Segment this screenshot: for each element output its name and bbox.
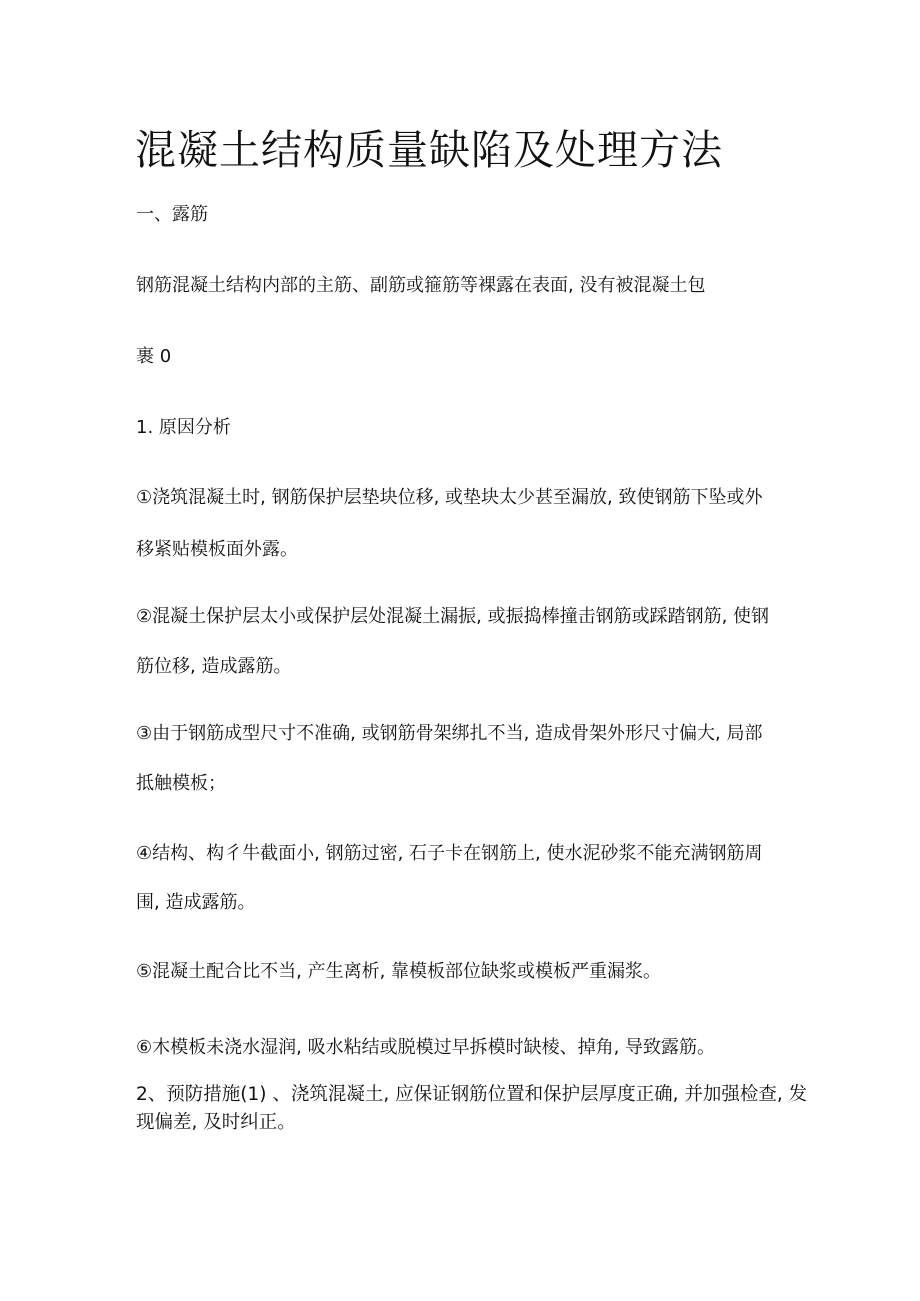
cause-4-line-1: ④结构、构彳牛截面小, 钢筋过密, 石子卡在钢筋上, 使水泥砂浆不能充满钢筋周: [136, 843, 763, 864]
prevention-line-2: 现偏差, 及时纠正。: [136, 1112, 296, 1133]
cause-1-line-1: ①浇筑混凝土时, 钢筋保护层垫块位移, 或垫块太少甚至漏放, 致使钢筋下坠或外: [136, 487, 763, 508]
prevention-line-1: 2、预防措施(1) 、浇筑混凝土, 应保证钢筋位置和保护层厚度正确, 并加强检查, 发: [136, 1084, 808, 1105]
cause-4-line-2: 围, 造成露筋。: [136, 892, 256, 913]
cause-1-line-2: 移紧贴模板面外露。: [136, 539, 298, 560]
cause-2-line-1: ②混凝土保护层太小或保护层处混凝土漏振, 或振捣棒撞击钢筋或踩踏钢筋, 使钢: [136, 606, 770, 627]
document-title: 混凝土结构质量缺陷及处理方法: [135, 126, 723, 174]
cause-analysis-heading: 1. 原因分析: [136, 417, 231, 438]
cause-2-line-2: 筋位移, 造成露筋。: [136, 656, 292, 677]
cause-6-line-1: ⑥木模板未浇水湿润, 吸水粘结或脱模过早拆模时缺棱、掉角, 导致露筋。: [136, 1037, 716, 1058]
section-heading-exposed-rebar: 一、露筋: [136, 204, 208, 225]
cause-5-line-1: ⑤混凝土配合比不当, 产生离析, 靠模板部位缺浆或模板严重漏浆。: [136, 961, 662, 982]
definition-line-2: 裹 0: [136, 346, 172, 367]
cause-3-line-1: ③由于钢筋成型尺寸不准确, 或钢筋骨架绑扎不当, 造成骨架外形尺寸偏大, 局部: [136, 723, 763, 744]
definition-line-1: 钢筋混凝土结构内部的主筋、副筋或箍筋等裸露在表面, 没有被混凝土包: [136, 275, 706, 296]
cause-3-line-2: 抵触模板；: [136, 773, 226, 794]
